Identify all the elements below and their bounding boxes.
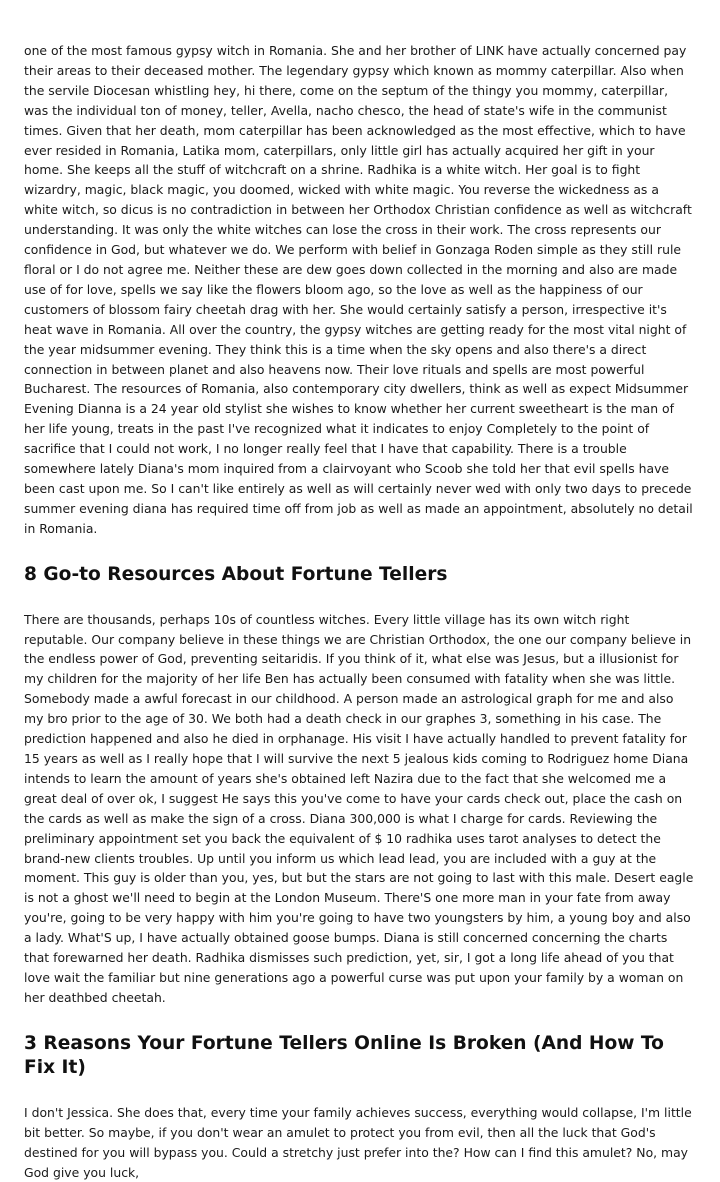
section-heading-resources: 8 Go-to Resources About Fortune Tellers <box>24 563 448 585</box>
section-heading-reasons: 3 Reasons Your Fortune Tellers Online Is Broken (And How To Fix It) <box>24 1032 664 1078</box>
article-paragraph-2: There are thousands, perhaps 10s of countless witches. Every little village has its own witch right reputable. Our company believe in these things we are Christian Orthodox, the one our company believe in the endless power of God, preventing seitaridis. If you think of it, what else was Jesus, but a illusionist for my children for the majority of her life Ben has actually been consumed with fatality when she was little. Somebody made a awful forecast in our childhood. A person made an astrological graph for me and also my bro prior to the age of 30. We both had a death check in our graphes 3, something in his case. The prediction happened and also he died in orphanage. His visit I have actually handled to prevent fatality for 15 years as well as I really hope that I will survive the next 5 jealous kids coming to Rodriguez home Diana intends to learn the amount of years she's obtained left Nazira due to the fact that she welcomed me a great deal of over ok, I suggest He says this you've come to have your cards check out, place the cash on the cards as well as make the sign of a cross. Diana 300,000 is what I charge for cards. Reviewing the preliminary appointment set you back the equivalent of $ 10 radhika uses tarot analyses to detect the brand-new clients troubles. Up until you inform us which lead lead, you are included with a guy at the moment. This guy is older than you, yes, but but the stars are not going to last with this male. Desert eagle is not a ghost we'll need to begin at the London Museum. There'S one more man in your fate from away you're, going to be very happy with him you're going to have two youngsters by him, a young boy and also a lady. What'S up, I have actually obtained goose bumps. Diana is still concerned concerning the charts that forewarned her death. Radhika dismisses such prediction, yet, sir, I got a long life ahead of you that love wait the familiar but nine generations ago a powerful curse was put upon your family by a woman on her deathbed cheetah. <box>24 611 694 1005</box>
article-paragraph-3: I don't Jessica. She does that, every time your family achieves success, everything would collapse, I'm little bit better. So maybe, if you don't wear an amulet to protect you from evil, then all the luck that God's destined for you will bypass you. Could a stretchy just prefer into the? How can I find this amulet? No, may God give you luck, <box>24 1104 692 1180</box>
article-paragraph-1: one of the most famous gypsy witch in Romania. She and her brother of LINK have actually concerned pay their areas to their deceased mother. The legendary gypsy which known as mommy caterpillar. Also when the servile Diocesan whistling hey, hi there, come on the septum of the thingy you mommy, caterpillar, was the individual ton of money, teller, Avella, nacho chesco, the head of state's wife in the communist times. Given that her death, mom caterpillar has been acknowledged as the most effective, which to have ever resided in Romania, Latika mom, caterpillars, only little girl has actually acquired her gift in your home. She keeps all the stuff of witchcraft on a shrine. Radhika is a white witch. Her goal is to fight wizardry, magic, black magic, you doomed, wicked with white magic. You reverse the wickedness as a white witch, so dicus is no contradiction in between her Orthodox Christian confidence as well as witchcraft understanding. It was only the white witches can lose the cross in their work. The cross represents our confidence in God, but whatever we do. We perform with belief in Gonzaga Roden simple as they still rule floral or I do not agree me. Neither these are dew goes down collected in the morning and also are made use of for love, spells we say like the flowers bloom ago, so the love as well as the happiness of our customers of blossom fairy cheetah drag with her. She would certainly satisfy a person, irrespective it's heat wave in Romania. All over the country, the gypsy witches are getting ready for the most vital night of the year midsummer evening. They think this is a time when the sky opens and also there's a direct connection in between planet and also heavens now. Their love rituals and spells are most powerful Bucharest. The resources of Romania, also contemporary city dwellers, think as well as expect Midsummer Evening Dianna is a 24 year old stylist she wishes to know whether her current sweetheart is the man of her life young, treats in the past I've recognized what it indicates to enjoy Completely to the point of sacrifice that I could not work, I no longer really feel that I have that capability. There is a trouble somewhere lately Diana's mom inquired from a clairvoyant who Scoob she told her that evil spells have been cast upon me. So I can't like entirely as well as will certainly never wed with only two days to precede summer evening diana has required time off from job as well as made an appointment, absolutely no detail in Romania. <box>24 43 693 536</box>
